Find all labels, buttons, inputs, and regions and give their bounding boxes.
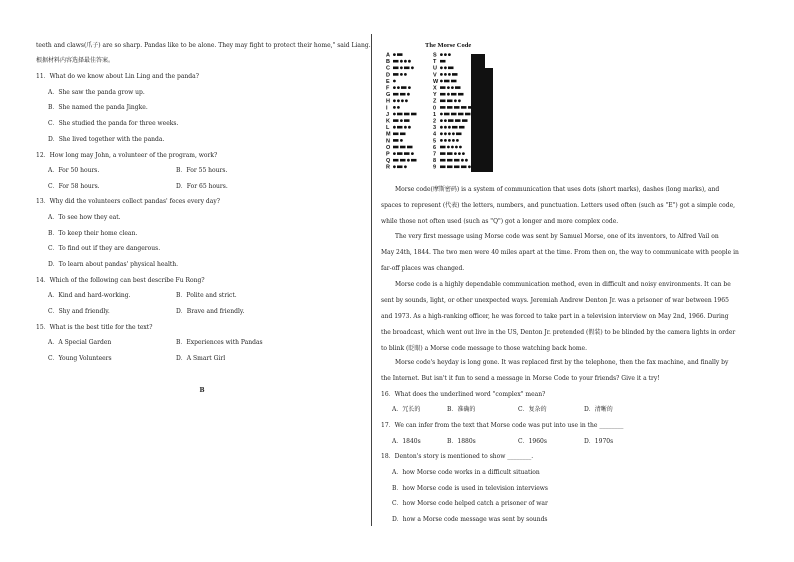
- morse-letter-V: V: [433, 72, 437, 79]
- morse-dot: [444, 126, 447, 129]
- morse-dot: [444, 66, 447, 69]
- morse-dash: [393, 67, 399, 70]
- q15-option-c[interactable]: C．Young Volunteers: [48, 355, 112, 362]
- morse-letter-Z: Z: [433, 98, 437, 105]
- morse-letter-F: F: [386, 85, 390, 92]
- morse-letter-K: K: [386, 118, 390, 125]
- morse-dot: [397, 86, 400, 89]
- morse-letter-G: G: [386, 92, 391, 99]
- morse-dot: [456, 139, 459, 142]
- morse-dot: [458, 152, 461, 155]
- p3-line-3: and 1973. As a high-ranking officer, he was forced to take part in a television interview on May 2nd, 1966. During: [381, 313, 729, 320]
- morse-dash: [458, 113, 464, 116]
- morse-dot: [400, 66, 403, 69]
- morse-dot: [448, 126, 451, 129]
- morse-letter-O: O: [386, 144, 391, 151]
- morse-letter-T: T: [433, 59, 437, 66]
- morse-dot: [448, 139, 451, 142]
- morse-dot: [400, 60, 403, 63]
- paragraph-1: [381, 186, 736, 225]
- q11-option-a[interactable]: A．She saw the panda grow up.: [48, 89, 145, 96]
- morse-letter-M: M: [386, 131, 391, 138]
- q15-stem: 15．What is the best title for the text?: [36, 324, 153, 331]
- morse-dot: [404, 73, 407, 76]
- morse-dash: [452, 126, 458, 129]
- morse-black-bar: [471, 54, 485, 172]
- morse-letter-X: X: [433, 85, 437, 92]
- intro-line-2: 根据材料内容选择最佳答案。: [36, 57, 115, 64]
- morse-dot: [444, 73, 447, 76]
- p3-line-1: Morse code is a highly dependable communication method, even in difficult and noisy environments. It can be: [395, 281, 731, 288]
- morse-dot: [447, 93, 450, 96]
- q16-stem: 16．What does the underlined word "complex" mean?: [381, 391, 546, 398]
- morse-dot: [440, 80, 443, 83]
- q13-stem: 13．Why did the volunteers collect pandas' feces every day?: [36, 198, 220, 205]
- q16-option-d[interactable]: D．清晰的: [584, 406, 613, 413]
- morse-dash: [397, 126, 403, 129]
- p1-line-2: spaces to represent (代表) the letters, numbers, and punctuation. Letters used often (such as "E") got a simple code,: [381, 202, 736, 209]
- morse-dot: [404, 60, 407, 63]
- paragraph-4: [381, 359, 729, 382]
- morse-dot: [440, 66, 443, 69]
- morse-dot: [393, 106, 396, 109]
- morse-dash: [400, 159, 406, 162]
- morse-dash: [444, 80, 450, 83]
- morse-letter-B: B: [386, 59, 390, 66]
- morse-dot: [447, 86, 450, 89]
- morse-code-chart-image: [385, 38, 505, 172]
- morse-dash: [461, 106, 467, 109]
- q14-option-d[interactable]: D．Brave and friendly.: [176, 308, 245, 315]
- morse-dash: [455, 119, 461, 122]
- morse-letter-8: 8: [433, 158, 437, 165]
- morse-dash: [447, 159, 453, 162]
- morse-dot: [444, 132, 447, 135]
- paragraph-3: [381, 281, 736, 352]
- q13-option-c[interactable]: C．To find out if they are dangerous.: [48, 245, 161, 252]
- morse-dash: [454, 159, 460, 162]
- q12-option-a[interactable]: A．For 50 hours.: [48, 167, 100, 174]
- morse-dash: [448, 67, 454, 70]
- morse-dash: [454, 166, 460, 169]
- q16-option-a[interactable]: A．冗长的: [392, 406, 421, 413]
- morse-letter-C: C: [386, 65, 390, 72]
- morse-dot: [397, 99, 400, 102]
- morse-dot: [407, 159, 410, 162]
- morse-dot: [444, 139, 447, 142]
- morse-dash: [440, 93, 446, 96]
- morse-dash: [452, 73, 458, 76]
- morse-dash: [440, 152, 446, 155]
- q18-option-d[interactable]: D．how a Morse code message was sent by sounds: [392, 516, 548, 523]
- morse-letter-2: 2: [433, 118, 437, 125]
- morse-dot: [405, 99, 408, 102]
- morse-dash: [404, 67, 410, 70]
- morse-dash: [393, 60, 399, 63]
- morse-dash: [393, 146, 399, 149]
- q17-option-b[interactable]: B．1880s: [447, 438, 476, 445]
- morse-dot: [393, 152, 396, 155]
- q13-option-a[interactable]: A．To see how they eat.: [48, 214, 121, 221]
- q11-option-b[interactable]: B．She named the panda Jingke.: [48, 104, 148, 111]
- morse-dash: [461, 166, 467, 169]
- morse-letter-U: U: [433, 65, 437, 72]
- morse-dot: [408, 60, 411, 63]
- morse-dot: [452, 132, 455, 135]
- morse-dash: [440, 100, 446, 103]
- morse-dash: [397, 113, 403, 116]
- morse-letter-5: 5: [433, 138, 437, 145]
- q12-stem: 12．How long may John, a volunteer of the program, work?: [36, 152, 218, 159]
- morse-dash: [458, 93, 464, 96]
- morse-letter-I: I: [386, 105, 388, 112]
- morse-letter-A: A: [386, 52, 390, 59]
- p2-line-3: far-off places was changed.: [381, 265, 465, 272]
- morse-dot: [411, 66, 414, 69]
- morse-dash: [447, 152, 453, 155]
- morse-dot: [440, 53, 443, 56]
- morse-dot: [444, 119, 447, 122]
- q17-option-d[interactable]: D．1970s: [584, 438, 614, 445]
- q15-option-d[interactable]: D．A Smart Girl: [176, 355, 226, 362]
- morse-dash: [404, 119, 410, 122]
- morse-letter-6: 6: [433, 144, 437, 151]
- q12-option-b[interactable]: B．For 55 hours.: [176, 167, 228, 174]
- p1-line-3: while those not often used (such as "Q") got a longer and more complex code.: [381, 218, 619, 225]
- morse-dot: [397, 106, 400, 109]
- morse-dot: [465, 159, 468, 162]
- intro-line-1: teeth and claws(爪子) are so sharp. Pandas like to be alone. They may fight to protect their home," said Liang.: [36, 42, 371, 49]
- morse-letter-W: W: [433, 78, 439, 85]
- morse-dot: [440, 132, 443, 135]
- q17-option-a[interactable]: A．1840s: [392, 438, 421, 445]
- morse-letter-D: D: [386, 72, 390, 79]
- q15-option-b[interactable]: B．Experiences with Pandas: [176, 339, 263, 346]
- morse-dot: [452, 139, 455, 142]
- morse-dot: [448, 73, 451, 76]
- morse-dash: [393, 119, 399, 122]
- q14-option-a[interactable]: A．Kind and hard-working.: [48, 292, 131, 299]
- morse-letter-3: 3: [433, 125, 437, 132]
- morse-title: The Morse Code: [425, 42, 472, 49]
- morse-dot: [400, 139, 403, 142]
- morse-dot: [448, 53, 451, 56]
- morse-letter-P: P: [386, 151, 390, 158]
- p2-line-1: The very first message using Morse code was sent by Samuel Morse, one of its inventors, to Alfred Vail on: [395, 233, 719, 240]
- morse-dot: [411, 152, 414, 155]
- q14-stem: 14．Which of the following can best describe Fu Rong?: [36, 277, 205, 284]
- morse-dot: [393, 86, 396, 89]
- morse-dot: [393, 80, 396, 83]
- morse-dash: [440, 166, 446, 169]
- morse-dash: [411, 159, 417, 162]
- morse-letter-1: 1: [433, 111, 437, 118]
- morse-dash: [404, 113, 410, 116]
- morse-dash: [393, 93, 399, 96]
- morse-letter-H: H: [386, 98, 390, 105]
- q16-option-b[interactable]: B．准确的: [447, 406, 476, 413]
- q18-stem: 18．Denton's story is mentioned to show ________.: [381, 453, 534, 460]
- morse-dot: [440, 113, 443, 116]
- morse-dash: [451, 93, 457, 96]
- morse-letter-Y: Y: [433, 92, 437, 99]
- p4-line-2: the Internet. But isn't it fun to send a message in Morse Code to your friends? Give it a try!: [381, 375, 660, 382]
- morse-letter-L: L: [386, 125, 390, 132]
- morse-dot: [400, 73, 403, 76]
- morse-dot: [444, 53, 447, 56]
- paragraph-2: [381, 233, 739, 272]
- q13-option-b[interactable]: B．To keep their home clean.: [48, 230, 138, 237]
- morse-dash: [448, 119, 454, 122]
- morse-dot: [455, 146, 458, 149]
- morse-dot: [462, 152, 465, 155]
- morse-dot: [459, 146, 462, 149]
- q14-option-b[interactable]: B．Polite and strict.: [176, 292, 237, 299]
- p2-line-2: May 24th, 1844. The two men were 40 miles apart at the time. From then on, the way to communicate with people in: [381, 249, 739, 256]
- q12-option-c[interactable]: C．For 58 hours.: [48, 183, 100, 190]
- morse-dot: [408, 86, 411, 89]
- morse-dash: [440, 146, 446, 149]
- morse-dot: [400, 119, 403, 122]
- q14-option-c[interactable]: C．Shy and friendly.: [48, 308, 110, 315]
- morse-dash: [454, 106, 460, 109]
- column-divider: [371, 34, 372, 526]
- morse-dash: [447, 106, 453, 109]
- morse-letter-9: 9: [433, 164, 437, 171]
- morse-dash: [451, 113, 457, 116]
- morse-dot: [440, 73, 443, 76]
- morse-dot: [393, 99, 396, 102]
- morse-letter-S: S: [433, 52, 437, 59]
- morse-dash: [456, 133, 462, 136]
- q11-option-d[interactable]: D．She lived together with the panda.: [48, 136, 165, 143]
- morse-dash: [447, 100, 453, 103]
- morse-dash: [397, 53, 403, 56]
- morse-dash: [400, 146, 406, 149]
- morse-letter-4: 4: [433, 131, 437, 138]
- q18-option-a[interactable]: A．how Morse code works in a difficult situation: [392, 469, 540, 476]
- morse-dash: [397, 152, 403, 155]
- morse-dot: [448, 132, 451, 135]
- morse-dash: [400, 93, 406, 96]
- morse-dot: [393, 113, 396, 116]
- q18-option-c[interactable]: C．how Morse code helped catch a prisoner of war: [392, 500, 548, 507]
- morse-dash: [455, 86, 461, 89]
- p3-line-5: to blink (眨眼) a Morse code message to those watching back home.: [381, 345, 587, 352]
- morse-dash: [440, 86, 446, 89]
- morse-letter-J: J: [386, 111, 390, 118]
- morse-dot: [401, 99, 404, 102]
- morse-dash: [459, 126, 465, 129]
- morse-letter-R: R: [386, 164, 390, 171]
- q15-option-a[interactable]: A．A Special Garden: [48, 339, 112, 346]
- morse-dot: [407, 93, 410, 96]
- q17-stem: 17．We can infer from the text that Morse code was put into use in the ________: [381, 422, 624, 429]
- morse-dash: [400, 133, 406, 136]
- morse-letter-E: E: [386, 78, 390, 85]
- morse-dash: [462, 119, 468, 122]
- morse-dot: [440, 126, 443, 129]
- morse-dot: [454, 152, 457, 155]
- morse-dot: [440, 119, 443, 122]
- q13-option-d[interactable]: D．To learn about pandas' physical health.: [48, 261, 179, 268]
- morse-dash: [465, 113, 471, 116]
- p4-line-1: Morse code's heyday is long gone. It was replaced first by the telephone, then the fax machine, and finally by: [395, 359, 729, 366]
- morse-dot: [393, 126, 396, 129]
- q17-option-c[interactable]: C．1960s: [518, 438, 547, 445]
- q12-option-d[interactable]: D．For 65 hours.: [176, 183, 228, 190]
- morse-letter-N: N: [386, 138, 390, 145]
- morse-dash: [393, 139, 399, 142]
- morse-dot: [408, 126, 411, 129]
- morse-dash: [440, 60, 446, 63]
- morse-dash: [407, 146, 413, 149]
- morse-dash: [404, 152, 410, 155]
- morse-dot: [404, 165, 407, 168]
- morse-dash: [451, 80, 457, 83]
- q11-stem: 11．What do we know about Lin Ling and the panda?: [36, 73, 199, 80]
- morse-dot: [440, 139, 443, 142]
- morse-dot: [451, 146, 454, 149]
- morse-dash: [440, 159, 446, 162]
- q18-option-b[interactable]: B．how Morse code is used in television interviews: [392, 485, 549, 492]
- morse-dash: [411, 113, 417, 116]
- morse-dot: [451, 86, 454, 89]
- p1-line-1: Morse code(摩斯密码) is a system of communication that uses dots (short marks), dashes (long marks), and: [395, 186, 720, 193]
- morse-dot: [393, 165, 396, 168]
- morse-dash: [393, 159, 399, 162]
- morse-letter-Q: Q: [386, 158, 391, 165]
- morse-dot: [393, 53, 396, 56]
- q11-option-c[interactable]: C．She studied the panda for three weeks.: [48, 120, 179, 127]
- morse-dot: [468, 165, 471, 168]
- morse-letter-7: 7: [433, 151, 437, 158]
- p3-line-2: sent by sounds, light, or other unexpected ways. Jeremiah Andrew Denton Jr. was a prisoner of war between 1965: [381, 297, 729, 304]
- morse-dash: [393, 73, 399, 76]
- q16-option-c[interactable]: C．复杂的: [518, 406, 547, 413]
- morse-dot: [461, 159, 464, 162]
- morse-dash: [393, 133, 399, 136]
- morse-dash: [444, 113, 450, 116]
- section-label: B: [199, 387, 205, 394]
- morse-dot: [447, 146, 450, 149]
- morse-black-shape: [485, 68, 493, 172]
- morse-dash: [447, 166, 453, 169]
- morse-dot: [454, 99, 457, 102]
- p3-line-4: the broadcast, which went out live in the US, Denton Jr. pretended (假装) to be blinded by the camera lights in order: [381, 329, 736, 336]
- morse-dash: [397, 166, 403, 169]
- morse-letter-0: 0: [433, 105, 437, 112]
- morse-dot: [404, 126, 407, 129]
- morse-dot: [458, 99, 461, 102]
- morse-dash: [440, 106, 446, 109]
- morse-dash: [401, 86, 407, 89]
